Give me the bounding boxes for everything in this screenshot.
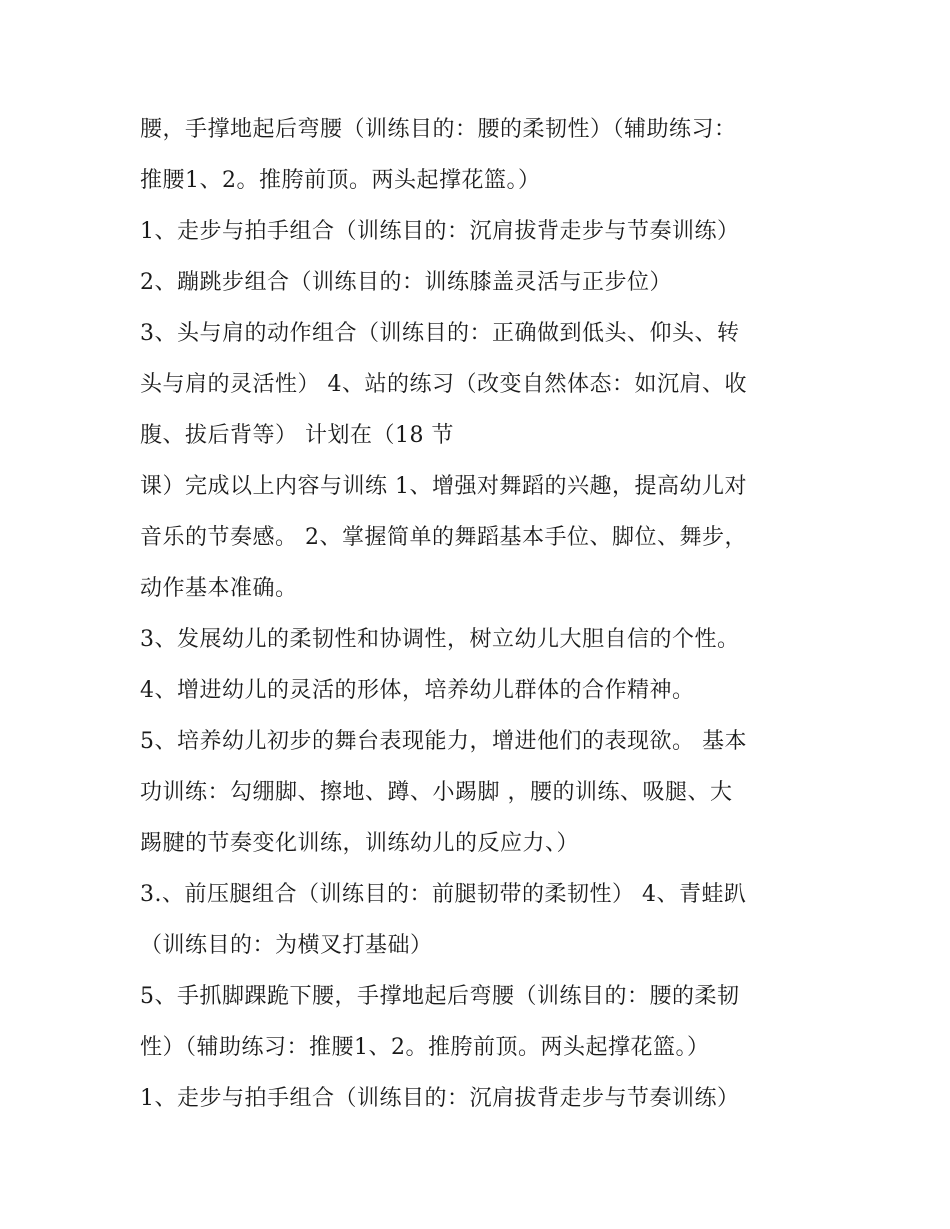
text-line: 音乐的节奏感。 2、掌握简单的舞蹈基本手位、脚位、舞步， (140, 525, 747, 550)
text-line: 3、头与肩的动作组合（训练目的：正确做到低头、仰头、转 (140, 321, 740, 346)
text-line: 头与肩的灵活性） 4、站的练习（改变自然体态：如沉肩、收 (140, 372, 747, 397)
text-line: 课）完成以上内容与训练 1、增强对舞蹈的兴趣，提高幼儿对 (140, 474, 747, 499)
document-body (140, 108, 820, 1128)
text-line: 推腰1、2。推胯前顶。两头起撑花篮。） (140, 168, 541, 193)
text-line: 功训练：勾绷脚、擦地、蹲、小踢脚 ，腰的训练、吸腿、大 (140, 780, 733, 805)
text-line: 1、走步与拍手组合（训练目的：沉肩拔背走步与节奏训练） (140, 1086, 740, 1111)
text-line: 3.、前压腿组合（训练目的：前腿韧带的柔韧性） 4、青蛙趴 (140, 882, 747, 907)
text-line: 4、增进幼儿的灵活的形体，培养幼儿群体的合作精神。 (140, 678, 695, 703)
text-line: 1、走步与拍手组合（训练目的：沉肩拔背走步与节奏训练） (140, 219, 740, 244)
text-line: 5、培养幼儿初步的舞台表现能力，增进他们的表现欲。 基本 (140, 729, 747, 754)
text-line: 腰，手撑地起后弯腰（训练目的：腰的柔韧性）（辅助练习： (140, 117, 737, 142)
text-line: 5、手抓脚踝跪下腰，手撑地起后弯腰（训练目的：腰的柔韧 (140, 984, 740, 1009)
text-line: 性）（辅助练习：推腰1、2。推胯前顶。两头起撑花篮。） (140, 1035, 710, 1060)
text-line: 3、发展幼儿的柔韧性和协调性，树立幼儿大胆自信的个性。 (140, 627, 740, 652)
text-line: 2、蹦跳步组合（训练目的：训练膝盖灵活与正步位） (140, 270, 672, 295)
text-line: 腹、拔后背等） 计划在（18 节 (140, 423, 454, 448)
text-line: 踢腱的节奏变化训练，训练幼儿的反应力、） (140, 831, 580, 856)
text-line: （训练目的：为横叉打基础） (140, 933, 433, 958)
text-line: 动作基本准确。 (140, 576, 298, 601)
